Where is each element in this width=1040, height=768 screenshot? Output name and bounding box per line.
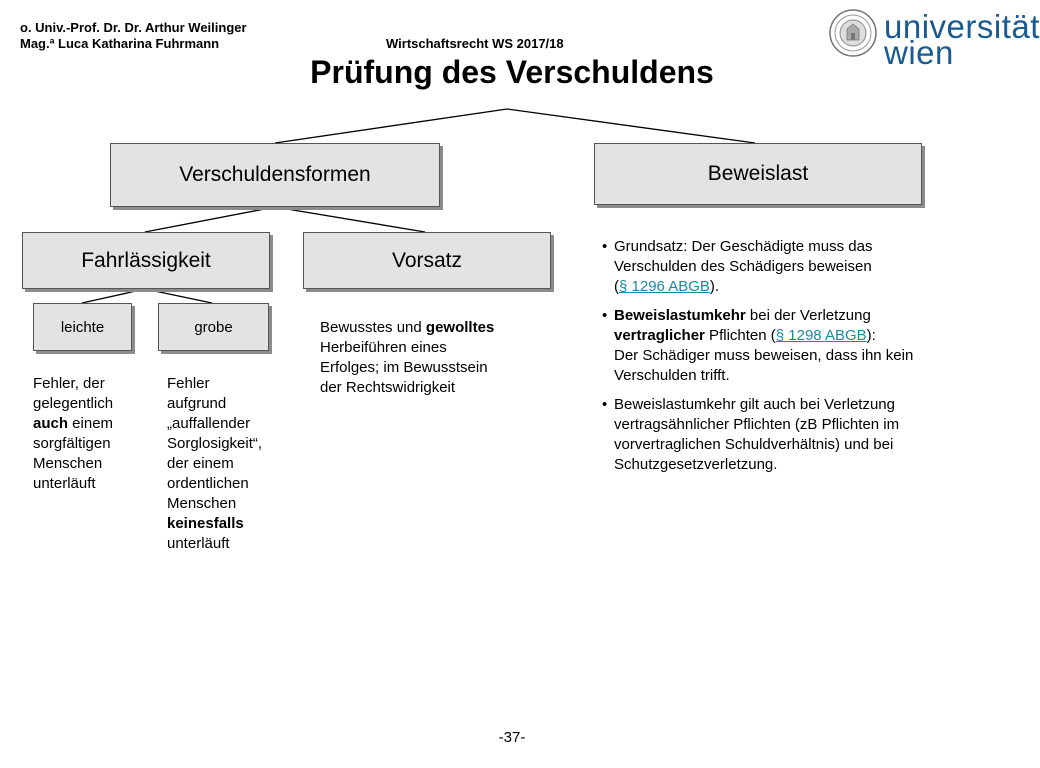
grobe-line: Sorglosigkeit“, bbox=[167, 435, 263, 452]
leichte-line-rest: einem bbox=[68, 415, 114, 432]
connector-root-left bbox=[275, 109, 507, 143]
abgb-1296-link[interactable]: § 1296 ABGB bbox=[619, 278, 710, 295]
logo-text-wien: wien bbox=[884, 34, 954, 71]
author-line-2: Mag.ª Luca Katharina Fuhrmann bbox=[20, 36, 220, 51]
bullet-text-end: ): bbox=[866, 327, 876, 344]
bullet-grundsatz bbox=[600, 237, 995, 297]
bullet-text-start: ( bbox=[614, 278, 619, 295]
bullet-line: Schutzgesetzverletzung. bbox=[614, 456, 778, 473]
vorsatz-line: der Rechtswidrigkeit bbox=[320, 379, 456, 396]
connector-vf-vorsatz bbox=[275, 207, 425, 232]
fahrlaessigkeit-label: Fahrlässigkeit bbox=[81, 248, 211, 272]
bullet-line: Verschulden des Schädigers beweisen bbox=[614, 258, 872, 275]
grobe-label: grobe bbox=[194, 318, 233, 336]
abgb-1298-link[interactable]: § 1298 ABGB bbox=[775, 327, 867, 344]
bullet-line bbox=[614, 326, 995, 346]
beweislast-box bbox=[594, 143, 922, 205]
fahrlaessigkeit-box bbox=[22, 232, 270, 289]
grobe-bold-word: keinesfalls bbox=[167, 515, 244, 532]
leichte-line bbox=[33, 414, 158, 434]
grobe-line: „auffallender bbox=[167, 415, 251, 432]
vorsatz-description bbox=[320, 318, 560, 398]
vorsatz-line: Erfolges; im Bewusstsein bbox=[320, 359, 488, 376]
leichte-bold-word: auch bbox=[33, 415, 69, 432]
leichte-line: gelegentlich bbox=[33, 395, 114, 412]
bullet-dot: • bbox=[602, 396, 608, 413]
bullet-text-rest: bei der Verletzung bbox=[745, 307, 871, 324]
leichte-label: leichte bbox=[60, 318, 105, 336]
bullet-line bbox=[614, 306, 995, 326]
course-label: Wirtschaftsrecht WS 2017/18 bbox=[386, 36, 564, 51]
verschuldensformen-label: Verschuldensformen bbox=[179, 163, 371, 186]
verschuldensformen-box bbox=[110, 143, 440, 207]
page-number: -37- bbox=[498, 729, 526, 746]
bullet-text-end: ). bbox=[709, 278, 720, 295]
connector-vf-fahrlaessigkeit bbox=[145, 207, 275, 232]
bullet-bold-term: Beweislastumkehr bbox=[614, 307, 746, 324]
bullet-line: Beweislastumkehr gilt auch bei Verletzung bbox=[614, 396, 895, 413]
beweislast-bullet-list bbox=[600, 237, 995, 484]
bullet-line: vorvertraglichen Schuldverhältnis) und bei bbox=[614, 436, 894, 453]
bullet-beweislastumkehr-vertraglich bbox=[600, 306, 995, 386]
grobe-line: Fehler bbox=[167, 375, 210, 392]
grobe-box bbox=[158, 303, 269, 351]
vorsatz-line bbox=[320, 318, 560, 338]
grobe-line: unterläuft bbox=[167, 535, 230, 552]
vorsatz-line: Herbeiführen eines bbox=[320, 339, 447, 356]
grobe-line bbox=[167, 514, 297, 534]
author-line-1: o. Univ.-Prof. Dr. Dr. Arthur Weilinger bbox=[20, 20, 247, 35]
leichte-line: unterläuft bbox=[33, 475, 96, 492]
leichte-line: Menschen bbox=[33, 455, 103, 472]
bullet-line: Verschulden trifft. bbox=[614, 367, 730, 384]
bullet-text-middle: Pflichten ( bbox=[704, 327, 776, 344]
bullet-vertragsaehnlich bbox=[600, 395, 995, 475]
bullet-line bbox=[614, 277, 995, 297]
bullet-line: vertragsähnlicher Pflichten (zB Pflichten im bbox=[614, 416, 900, 433]
bullet-line: Der Schädiger muss beweisen, dass ihn kein bbox=[614, 347, 914, 364]
logo-text-universitaet: universität bbox=[884, 8, 1040, 45]
connector-fl-grobe bbox=[145, 289, 212, 303]
vorsatz-box bbox=[303, 232, 551, 289]
leichte-description bbox=[33, 374, 158, 494]
vorsatz-label: Vorsatz bbox=[391, 248, 463, 272]
bullet-dot: • bbox=[602, 307, 608, 324]
vorsatz-bold-word: gewolltes bbox=[425, 319, 495, 336]
connector-fl-leichte bbox=[82, 289, 145, 303]
vorsatz-line-start: Bewusstes und bbox=[320, 319, 426, 336]
leichte-line: Fehler, der bbox=[33, 375, 105, 392]
grobe-line: ordentlichen bbox=[167, 475, 249, 492]
bullet-bold-term: vertraglicher bbox=[614, 327, 705, 344]
grobe-line: der einem bbox=[167, 455, 234, 472]
bullet-dot: • bbox=[602, 238, 608, 255]
leichte-line: sorgfältigen bbox=[33, 435, 111, 452]
page-title: Prüfung des Verschuldens bbox=[310, 54, 714, 90]
connector-root-right bbox=[507, 109, 755, 143]
bullet-line: Grundsatz: Der Geschädigte muss das bbox=[614, 238, 873, 255]
grobe-description bbox=[167, 374, 297, 554]
beweislast-label: Beweislast bbox=[707, 162, 809, 185]
leichte-box bbox=[33, 303, 132, 351]
grobe-line: aufgrund bbox=[167, 395, 227, 412]
grobe-line: Menschen bbox=[167, 495, 237, 512]
